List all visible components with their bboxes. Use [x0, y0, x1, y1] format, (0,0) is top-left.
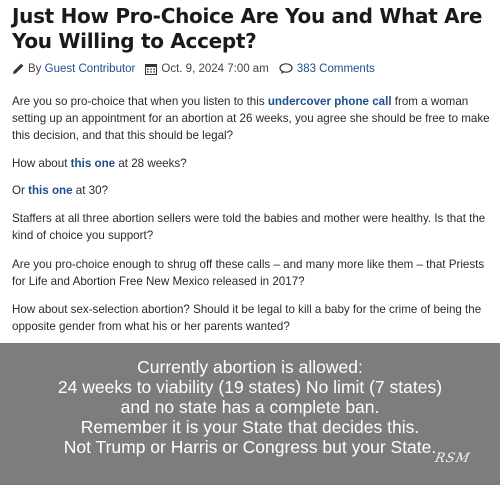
comment-icon [279, 63, 293, 75]
caption-banner [0, 343, 500, 485]
article [12, 0, 492, 333]
post-date: Oct. 9, 2024 7:00 am [161, 63, 269, 75]
paragraph-6: How about sex-selection abortion? Should it be legal to kill a baby for the crime of being the opposite gender from what his or her parents wanted? [12, 303, 482, 333]
undercover-phone-call-link[interactable]: undercover phone call [267, 95, 392, 108]
calendar-icon [145, 63, 157, 75]
paragraph-3: Or this one at 30? [12, 184, 109, 197]
this-one-link-30-weeks[interactable]: this one [28, 184, 73, 197]
author-group [12, 63, 135, 75]
article-title-line-2: You Willing to Accept? [12, 29, 257, 53]
article-meta [12, 61, 492, 77]
date-group [145, 63, 268, 75]
this-one-link-28-weeks[interactable]: this one [70, 157, 116, 170]
author-link[interactable]: Guest Contributor [44, 63, 136, 75]
paragraph-1: Are you so pro-choice that when you listen to this undercover phone call from a woman setting up an appointment for an abortion at 26 weeks, you agree she should be free to make this decision, and that this should be legal? [12, 95, 490, 142]
paragraph-5: Are you pro-choice enough to shrug off these calls – and many more like them – that Priests for Life and Abortion Free New Mexico released in 2017? [12, 258, 485, 288]
comments-group [279, 63, 375, 75]
comments-link[interactable]: 383 Comments [296, 63, 375, 75]
banner-line-5: Not Trump or Harris or Congress but your State. [63, 437, 437, 457]
pencil-icon [12, 63, 24, 75]
banner-line-2: 24 weeks to viability (19 states) No limit (7 states) [57, 377, 443, 397]
banner-line-3: and no state has a complete ban. [120, 397, 380, 417]
banner-line-1: Currently abortion is allowed: [137, 357, 363, 377]
banner-line-4: Remember it is your State that decides this. [80, 417, 420, 437]
banner-lines [0, 357, 500, 457]
article-title-line-1: Just How Pro-Choice Are You and What Are [12, 4, 483, 28]
signature: RSM [433, 451, 472, 466]
paragraph-2: How about this one at 28 weeks? [12, 157, 187, 170]
article-title [12, 4, 492, 54]
paragraph-4: Staffers at all three abortion sellers were told the babies and mother were healthy. Is that the kind of choice you support? [12, 212, 486, 242]
by-label: By [28, 63, 42, 75]
